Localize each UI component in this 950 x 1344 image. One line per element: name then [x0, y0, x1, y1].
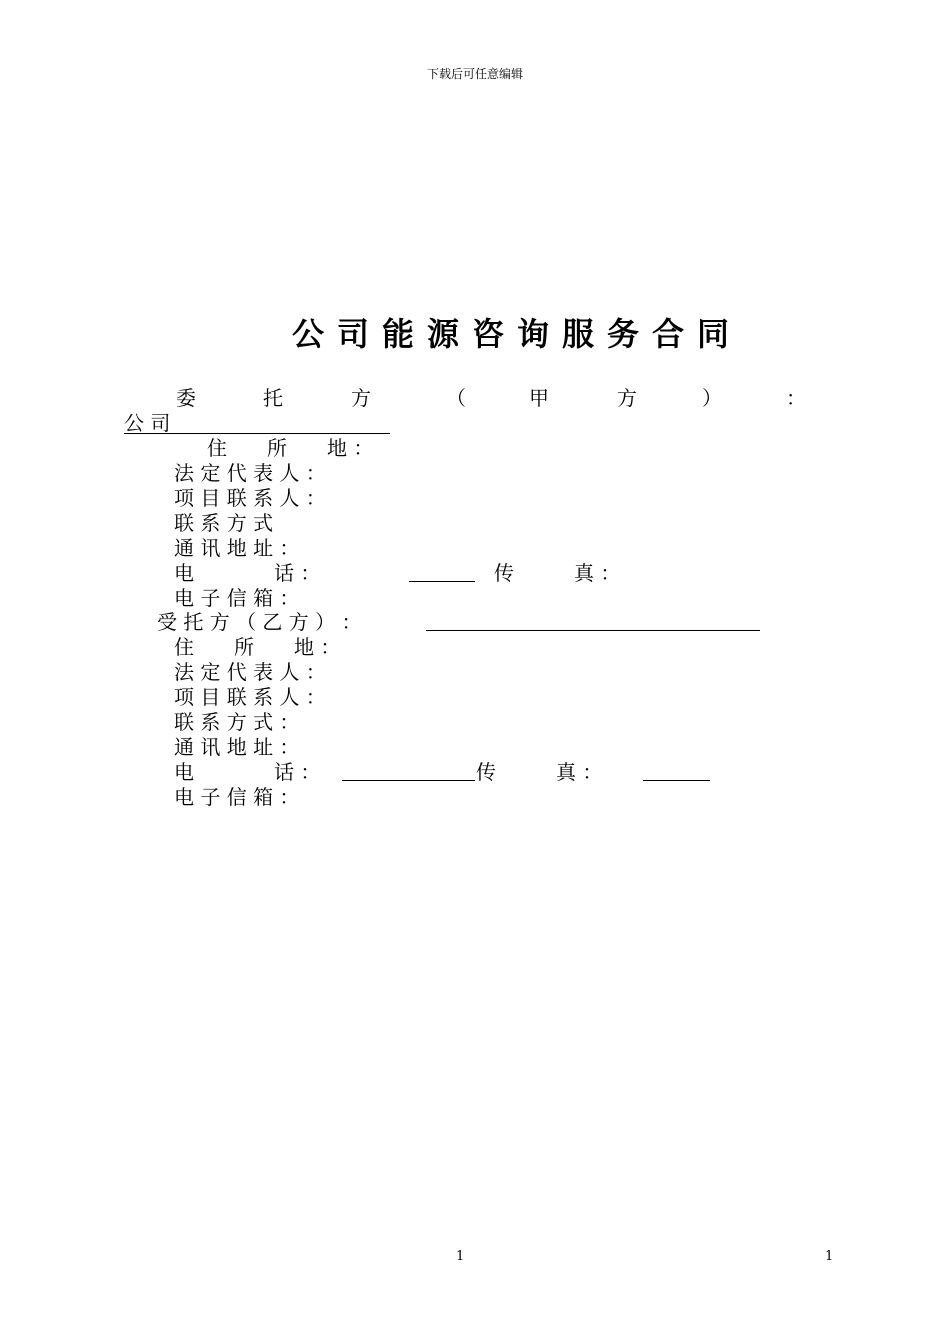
- party-b-fax: 传 真 ：: [476, 760, 603, 784]
- header-note: 下载后可任意编辑: [426, 67, 523, 81]
- party-b-email: 电 子 信 箱 ：: [174, 785, 300, 809]
- contract-title: 公司能源咨询服务合同: [292, 315, 743, 353]
- party-a-fax: 传 真 ：: [494, 561, 621, 585]
- page-number-right: 1: [825, 1249, 834, 1264]
- party-a-phone-underline: [409, 581, 475, 582]
- party-b-mailing-address: 通 讯 地 址 ：: [174, 735, 300, 759]
- party-a-project-contact: 项 目 联 系 人 ：: [174, 486, 326, 510]
- party-b-legal-rep: 法 定 代 表 人 ：: [174, 660, 326, 684]
- party-b-contact-method: 联 系 方 式 ：: [174, 710, 300, 734]
- party-a-mailing-address: 通 讯 地 址 ：: [174, 536, 300, 560]
- party-b-label: 受 托 方 （ 乙 方 ） ：: [157, 610, 362, 634]
- party-a-char: 甲: [529, 386, 549, 410]
- party-a-company: 公 司: [124, 411, 171, 435]
- party-b-phone-underline: [342, 780, 475, 781]
- party-a-char: 方: [617, 386, 637, 410]
- party-a-address: 住 所 地 ：: [207, 436, 374, 460]
- party-b-name-underline: [426, 630, 760, 631]
- party-b-project-contact: 项 目 联 系 人 ：: [174, 685, 326, 709]
- party-a-contact-method: 联 系 方 式: [174, 511, 274, 535]
- page-number-center: 1: [456, 1249, 465, 1264]
- party-a-char: 委: [176, 386, 196, 410]
- party-b-address: 住 所 地 ：: [174, 635, 341, 659]
- party-a-char: ）: [702, 386, 722, 410]
- party-a-char: 方: [351, 386, 371, 410]
- party-a-company-underline: [124, 433, 390, 434]
- party-a-char: （: [446, 386, 466, 410]
- party-a-char: 托: [263, 386, 283, 410]
- party-a-email: 电 子 信 箱 ：: [174, 586, 300, 610]
- party-a-char: ：: [786, 386, 806, 410]
- party-a-phone: 电 话 ：: [174, 561, 321, 585]
- party-b-fax-underline: [643, 780, 710, 781]
- party-b-phone: 电 话 ：: [174, 760, 321, 784]
- party-a-legal-rep: 法 定 代 表 人 ：: [174, 461, 326, 485]
